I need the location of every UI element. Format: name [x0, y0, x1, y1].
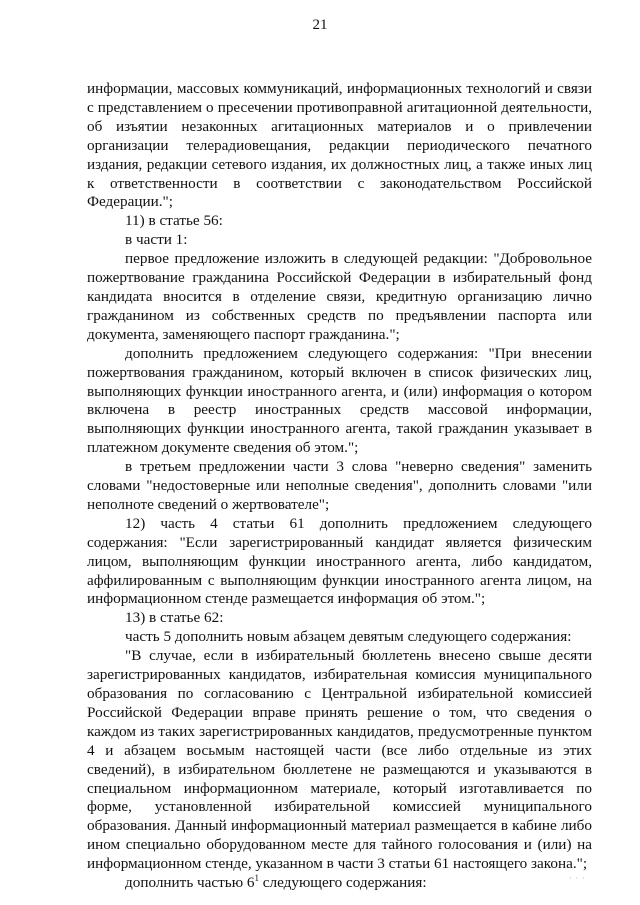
superscript-number: 1 [254, 873, 259, 883]
paragraph-item-13: 13) в статье 62: [125, 609, 224, 627]
last-line-text-end: следующего содержания: [258, 874, 427, 892]
paragraph-third-sentence: в третьем предложении части 3 слова "неверно сведения" заменить словами "недостоверные или неполные сведения", дополнить словами "или неполноте сведений о жертвователе"; [87, 458, 592, 513]
last-line-text: дополнить частью 6 [125, 874, 255, 892]
paragraph-quoted-amendment: "В случае, если в избирательный бюллетень внесено свыше десяти зарегистрированных кандидатов, избирательная комиссия муниципального образования по согласованию с Центральной избирательной комиссией Российской Федерации вправе принять решение о том, что сведения о каждом из таких зарегистрированных кандидатов, предусмотренные пунктом 4 и абзацем восьмым настоящей части (все либо отдельные из этих сведений), в избирательном бюллетене не размещаются и указываются в специальном информационном материале, который изготавливается по форме, установленной избирательной комиссией муниципального образования. Данный информационный материал размещается в кабине либо ином специально оборудованном месте для тайного голосования и (или) на информационном стенде, указанном в части 3 статьи 61 настоящего закона."; [87, 647, 592, 873]
corner-mark: · · · [569, 874, 586, 883]
document-body [87, 80, 592, 893]
paragraph-first-sentence: первое предложение изложить в следующей редакции: "Добровольное пожертвование гражданина Российской Федерации в избирательный фонд кандидата вносится в отделение связи, кредитную организацию лично гражданином из собственных средств по предъявлении паспорта или документа, заменяющего паспорт гражданина."; [87, 250, 592, 343]
paragraph-part-5: часть 5 дополнить новым абзацем девятым следующего содержания: [125, 628, 572, 646]
paragraph-add-sentence: дополнить предложением следующего содержания: "При внесении пожертвования гражданином, который включен в список физических лиц, выполняющих функции иностранного агента, и (или) информация о котором включена в реестр иностранных средств массовой информации, выполняющих функции иностранного агента, такой гражданин указывает в платежном документе сведения об этом."; [87, 344, 592, 457]
paragraph-part-1: в части 1: [125, 231, 188, 249]
paragraph-item-12: 12) часть 4 статьи 61 дополнить предложением следующего содержания: "Если зарегистрированный кандидат является физическим лицом, выполняющим функции иностранного агента, либо кандидатом, аффилированным с выполняющим функции иностранного агента лицом, на информационном стенде размещается информация об этом."; [87, 514, 592, 608]
paragraph-continuation: информации, массовых коммуникаций, информационных технологий и связи с представлением о пресечении противоправной агитационной деятельности, об изъятии незаконных агитационных материалов и о привлечении организации телерадиовещания, редакции периодического печатного издания, редакции сетевого издания, их должностных лиц, а также иных лиц к ответственности в соответствии с законодательством Российской Федерации."; [87, 80, 592, 211]
paragraph-last-line [87, 874, 592, 893]
paragraph-item-11: 11) в статье 56: [125, 212, 223, 230]
page-number: 21 [312, 17, 328, 33]
